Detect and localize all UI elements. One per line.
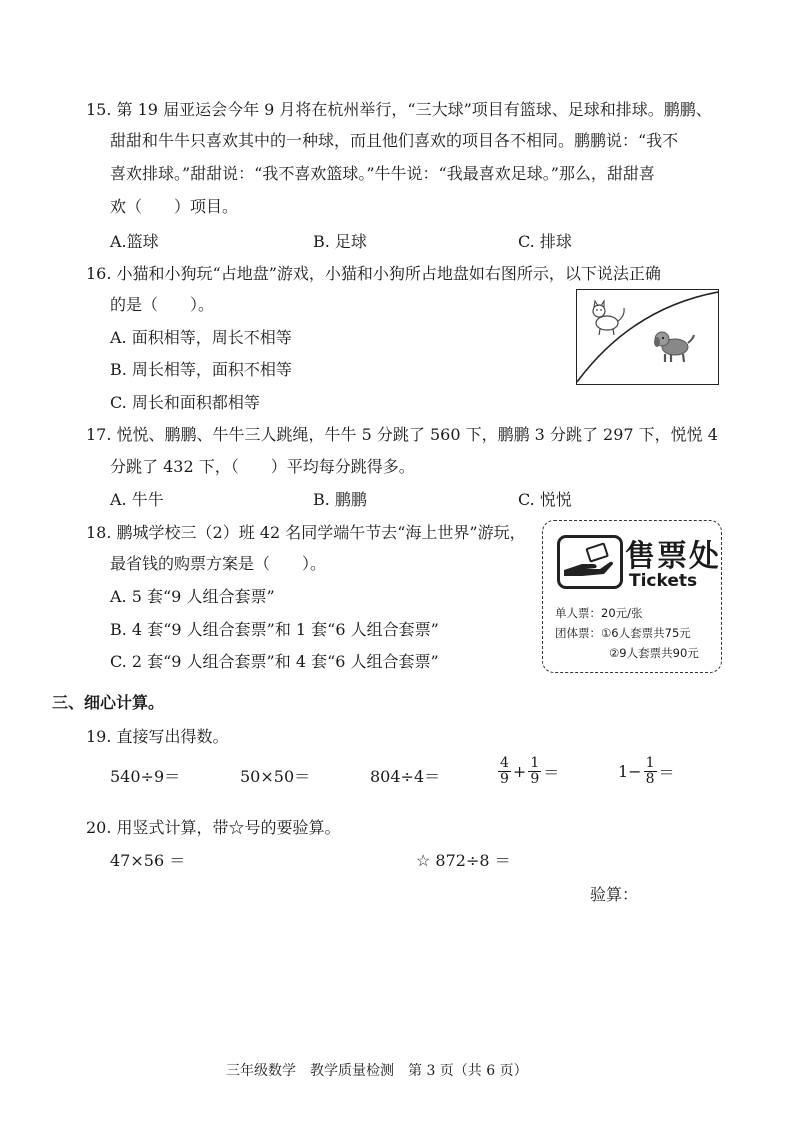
q19-item-3: 804÷4＝ — [370, 767, 441, 786]
q18-option-b: B. 4 套“9 人组合套票”和 1 套“6 人组合套票” — [110, 620, 439, 639]
ticket-group-price-2: ②9人套票共90元 — [609, 646, 699, 660]
q18-line2: 最省钱的购票方案是（ ）。 — [110, 554, 327, 573]
q15-line3: 喜欢排球。”甜甜说：“我不喜欢篮球。”牛牛说：“我最喜欢足球。”那么，甜甜喜 — [110, 164, 655, 183]
q15-option-c: C. 排球 — [518, 232, 572, 251]
q17-line2: 分跳了 432 下，（ ）平均每分跳得多。 — [110, 457, 415, 476]
q17-option-b: B. 鹏鹏 — [313, 490, 367, 509]
q19-item-2: 50×50＝ — [240, 767, 311, 786]
q19-item-5: 1− $\frac{1}{8}$ ＝ — [618, 755, 675, 787]
dog-icon — [654, 332, 694, 362]
q18-option-a: A. 5 套“9 人组合套票” — [110, 587, 275, 606]
q19-item-1: 540÷9＝ — [110, 767, 181, 786]
q17-option-c: C. 悦悦 — [518, 490, 572, 509]
ticket-group-price-1: 团体票：①6人套票共75元 — [555, 626, 691, 640]
q18-line1: 18. 鹏城学校三（2）班 42 名同学端午节去“海上世界”游玩， — [86, 523, 526, 542]
q20-check-label: 验算： — [590, 885, 639, 904]
q16-option-a: A. 面积相等，周长不相等 — [110, 328, 292, 347]
q17-line1: 17. 悦悦、鹏鹏、牛牛三人跳绳，牛牛 5 分跳了 560 下，鹏鹏 3 分跳了 297 下，悦悦 4 — [86, 425, 718, 444]
ticket-title: 售票处 — [625, 539, 721, 574]
q16-option-b: B. 周长相等，面积不相等 — [110, 360, 292, 379]
q19-item-4: $\frac{4}{9}$ + $\frac{1}{9}$ ＝ — [500, 755, 560, 787]
section-3-title: 三、细心计算。 — [52, 693, 165, 712]
ticket-hand-icon — [557, 535, 623, 589]
ticket-single-price: 单人票：20元/张 — [555, 606, 643, 620]
ticket-board — [542, 520, 722, 673]
q15-line1: 15. 第 19 届亚运会今年 9 月将在杭州举行，“三大球”项目有篮球、足球和排球。鹏鹏、 — [86, 100, 712, 119]
fraction-1-8: $\frac{1}{8}$ — [645, 755, 655, 787]
cat-icon — [593, 301, 624, 335]
q19-title: 19. 直接写出得数。 — [86, 727, 229, 746]
territory-figure — [576, 289, 719, 385]
q15-option-b: B. 足球 — [313, 232, 367, 251]
q15-line4: 欢（ ）项目。 — [110, 197, 239, 216]
fraction-4-9: $\frac{4}{9}$ — [500, 755, 509, 787]
q15-line2: 甜甜和牛牛只喜欢其中的一种球，而且他们喜欢的项目各不相同。鹏鹏说：“我不 — [110, 131, 679, 150]
ticket-subtitle: Tickets — [629, 571, 698, 591]
page-footer: 三年级数学 教学质量检测 第 3 页（共 6 页） — [226, 1063, 528, 1079]
q20-item-2: ☆ 872÷8 ＝ — [416, 851, 511, 870]
territory-diagram — [577, 290, 718, 384]
q17-option-a: A. 牛牛 — [110, 490, 164, 509]
q15-option-a: A.篮球 — [110, 232, 159, 251]
q16-line1: 16. 小猫和小狗玩“占地盘”游戏，小猫和小狗所占地盘如右图所示，以下说法正确 — [86, 264, 661, 283]
fraction-1-9: $\frac{1}{9}$ — [530, 755, 540, 787]
q20-item-1: 47×56 ＝ — [110, 851, 186, 870]
q16-line2: 的是（ ）。 — [110, 295, 215, 314]
q18-option-c: C. 2 套“9 人组合套票”和 4 套“6 人组合套票” — [110, 652, 439, 671]
q20-title: 20. 用竖式计算，带☆号的要验算。 — [86, 818, 341, 837]
q16-option-c: C. 周长和面积都相等 — [110, 393, 260, 412]
